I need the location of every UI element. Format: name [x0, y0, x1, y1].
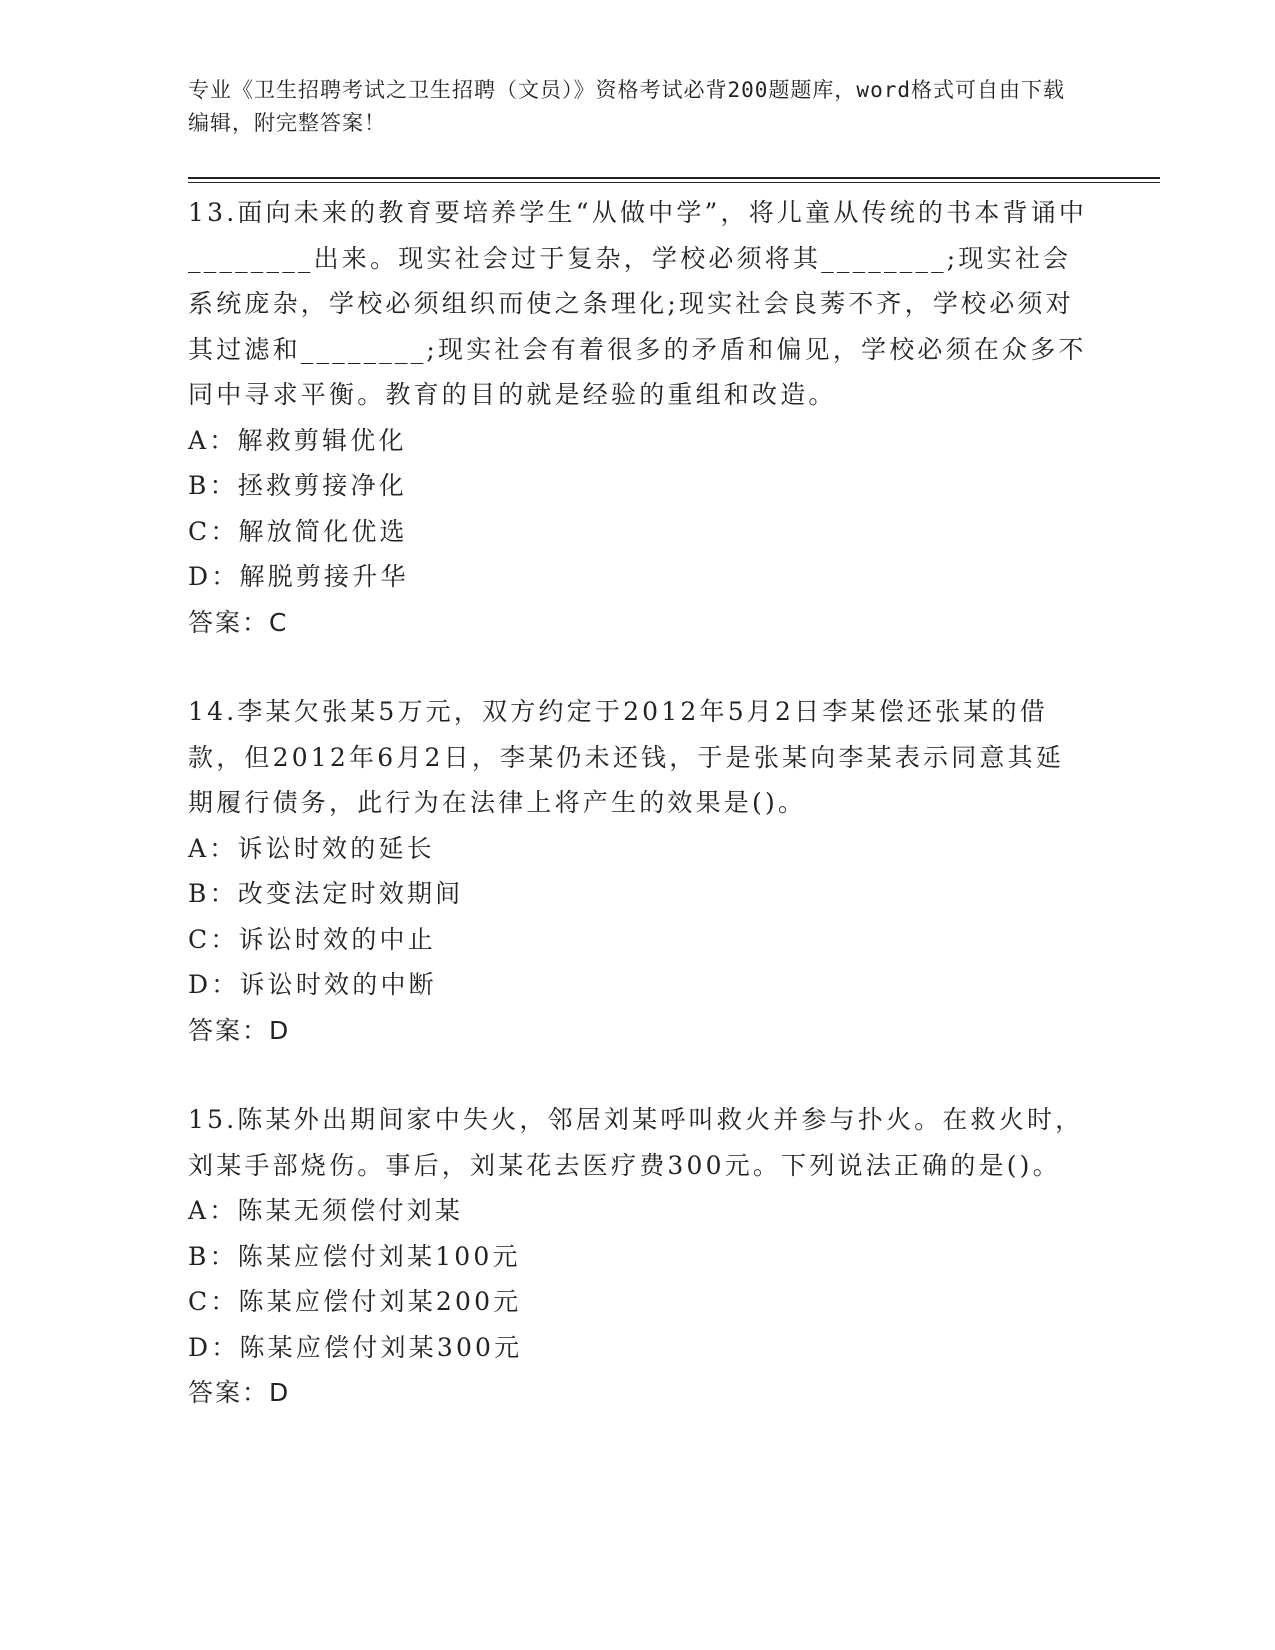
question-list — [188, 190, 1088, 1460]
header-divider-thin — [188, 182, 1160, 183]
answer-line: 答案：D — [188, 1015, 291, 1045]
question-14 — [188, 689, 1088, 1053]
option-c: C：解放简化优选 — [188, 516, 408, 546]
option-d: D：解脱剪接升华 — [188, 562, 409, 591]
option-c: C：陈某应偿付刘某200元 — [188, 1287, 522, 1316]
header-divider-thick — [188, 177, 1160, 179]
option-a: A：陈某无须偿付刘某 — [188, 1196, 464, 1225]
question-stem: 15.陈某外出期间家中失火，邻居刘某呼叫救火并参与扑火。在救火时，刘某手部烧伤。事后，刘某花去医疗费300元。下列说法正确的是()。 — [188, 1105, 1084, 1180]
option-b: B：改变法定时效期间 — [188, 879, 464, 908]
option-d: D：陈某应偿付刘某300元 — [188, 1332, 523, 1362]
option-a: A：诉讼时效的延长 — [188, 833, 435, 863]
question-stem: 13.面向未来的教育要培养学生“从做中学”，将儿童从传统的书本背诵中________出来。现实社会过于复杂，学校必须将其________;现实社会系统庞杂，学校必须组织而使之条理化;现实社会良莠不齐，学校必须对其过滤和________;现实社会有着很多的矛盾和偏见，学校必须在众多不同中寻求平衡。教育的目的就是经验的重组和改造。 — [188, 198, 1088, 409]
answer-line: 答案：D — [188, 1378, 291, 1407]
question-13 — [188, 190, 1088, 645]
option-a: A：解救剪辑优化 — [188, 425, 407, 455]
answer-line: 答案：C — [188, 607, 289, 637]
option-c: C：诉讼时效的中止 — [188, 924, 436, 954]
question-15 — [188, 1097, 1088, 1416]
document-header: 专业《卫生招聘考试之卫生招聘（文员）》资格考试必背200题题库，word格式可自由下载编辑，附完整答案！ — [188, 78, 1065, 135]
question-stem: 14.李某欠张某5万元，双方约定于2012年5月2日李某偿还张某的借款，但2012年6月2日，李某仍未还钱，于是张某向李某表示同意其延期履行债务，此行为在法律上将产生的效果是()。 — [188, 697, 1065, 817]
option-d: D：诉讼时效的中断 — [188, 970, 437, 999]
option-b: B：陈某应偿付刘某100元 — [188, 1241, 521, 1271]
option-b: B：拯救剪接净化 — [188, 471, 407, 500]
